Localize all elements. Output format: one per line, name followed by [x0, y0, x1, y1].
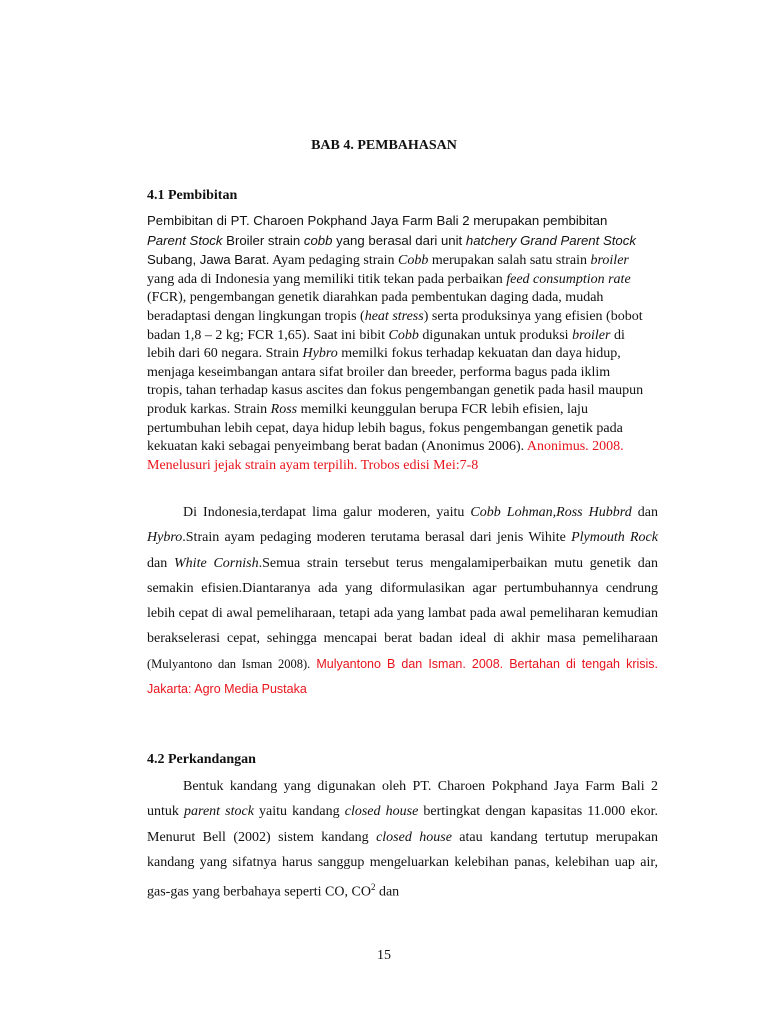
- paragraph-perkandangan-1: Bentuk kandang yang digunakan oleh PT. Charoen Pokphand Jaya Farm Bali 2 untuk parent stock yaitu kandang closed house bertingkat dengan kapasitas 11.000 ekor. Menurut Bell (2002) sistem kandang closed house atau kandang tertutup merupakan kandang yang sifatnya harus sanggup mengeluarkan kelebihan panas, kelebihan uap air, gas-gas yang berbahaya seperti CO, $CO^2$ dan: [147, 779, 658, 900]
- section-heading-pembibitan: 4.1 Pembibitan: [147, 188, 238, 203]
- section-heading-perkandangan: 4.2 Perkandangan: [147, 752, 256, 767]
- paragraph-pembibitan-2: Di Indonesia,terdapat lima galur moderen, yaitu Cobb Lohman,Ross Hubbrd dan Hybro.Strain ayam pedaging moderen terutama berasal dari jenis Wihite Plymouth Rock dan White Cornish.Semua strain tersebut terus mengalamiperbaikan mutu genetik dan semakin efisien.Diantaranya ada yang diformulasikan agar pertumbuhannya cendrung lebih cepat di awal pemeliharaan, tetapi ada yang lambat pada awal pemeliharan kemudian berakselerasi cepat, sehingga mencapai berat badan ideal di akhir masa pemeliharaan (Mulyantono dan Isman 2008). Mulyantono B dan Isman. 2008. Bertahan di tengah krisis. Jakarta: Agro Media Pustaka: [147, 505, 659, 697]
- page-number: 15: [377, 948, 391, 963]
- paragraph-pembibitan-1: Pembibitan di PT. Charoen Pokphand Jaya Farm Bali 2 merupakan pembibitan Parent Stock Broiler strain cobb yang berasal dari unit hatchery Grand Parent Stock Subang, Jawa Barat. Ayam pedaging strain Cobb merupakan salah satu strain broiler yang ada di Indonesia yang memiliki titik tekan pada perbaikan feed consumption rate (FCR), pengembangan genetik diarahkan pada pembentukan daging dada, mudah beradaptasi dengan lingkungan tropis (heat stress) serta produksinya yang efisien (bobot badan 1,8 – 2 kg; FCR 1,65). Saat ini bibit Cobb digunakan untuk produksi broiler di lebih dari 60 negara. Strain Hybro memilki fokus terhadap kekuatan dan daya hidup, menjaga keseimbangan antara sifat broiler dan breeder, performa bagus pada iklim tropis, tahan terhadap kasus ascites dan fokus pengembangan genetik pada hasil maupun produk karkas. Strain Ross memilki keunggulan berupa FCR lebih efisien, laju pertumbuhan lebih cepat, daya hidup lebih bagus, fokus pengembangan genetik pada kekuatan kaki sebagai penyeimbang berat badan (Anonimus 2006). Anonimus. 2008. Menelusuri jejak strain ayam terpilih. Trobos edisi Mei:7-8: [147, 213, 644, 473]
- reference-anonimus: Anonimus. 2008. Menelusuri jejak strain ayam terpilih. Trobos edisi Mei:7-8: [147, 439, 624, 473]
- reference-mulyantono: Mulyantono B dan Isman. 2008. Bertahan di tengah krisis. Jakarta: Agro Media Pustaka: [147, 656, 659, 697]
- chapter-title: BAB 4. PEMBAHASAN: [311, 138, 457, 153]
